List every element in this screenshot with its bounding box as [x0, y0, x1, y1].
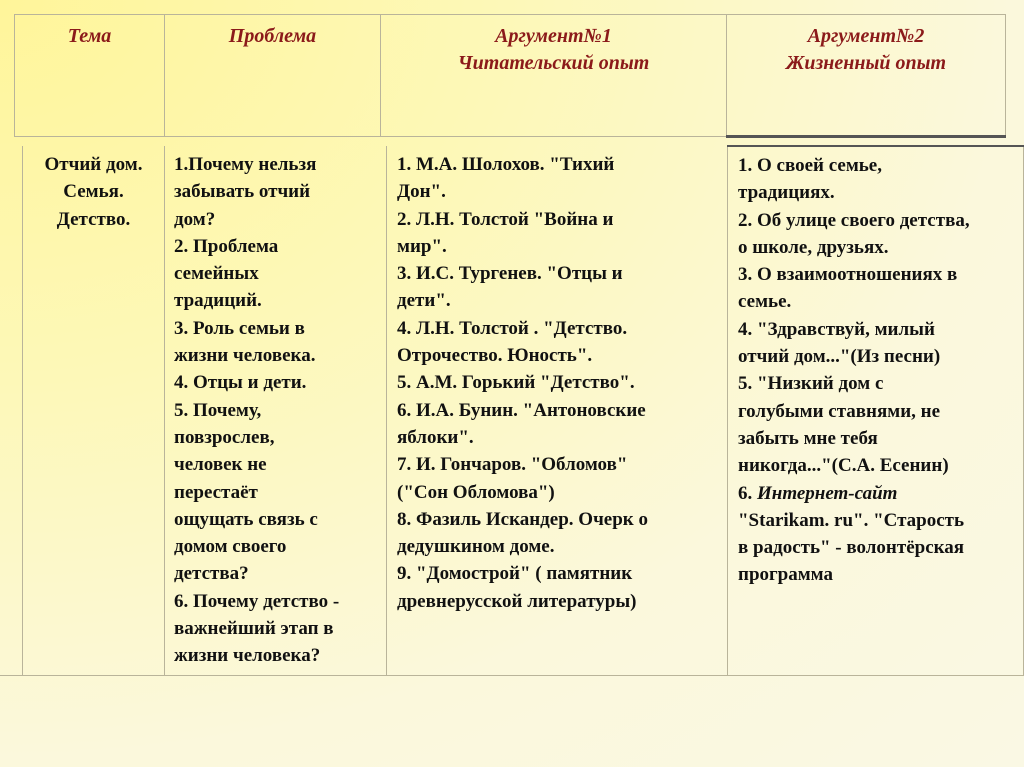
item6-number: 6. [738, 482, 757, 504]
tema-line: Семья. [63, 181, 124, 203]
argument1-line: дедушкином доме. [397, 536, 555, 558]
header-argument1 [381, 15, 727, 137]
tema-line: Детство. [56, 208, 131, 230]
table-row [23, 146, 1024, 676]
argument1-line: 4. Л.Н. Толстой . "Детство. [397, 317, 628, 339]
problema-line: 3. Роль семьи в [174, 317, 305, 339]
problema-line: повзрослев, [174, 426, 275, 448]
problema-line: традиций. [174, 290, 262, 312]
argument1-line: 8. Фазиль Искандер. Очерк о [397, 508, 648, 530]
problema-line: ощущать связь с [174, 508, 318, 530]
problema-line: 1.Почему нельзя [174, 154, 317, 175]
problema-line: человек не [174, 454, 267, 476]
argument2-line: 2. Об улице своего детства, [738, 209, 970, 231]
argument2-line: в радость" - волонтёрская [738, 537, 965, 559]
item6-italic: Интернет-сайт [757, 482, 898, 504]
argument2-line: голубыми ставнями, не [738, 400, 941, 422]
argument2-line: 5. "Низкий дом с [738, 373, 884, 395]
problema-line: семейных [174, 263, 259, 285]
header-argument2-title: Аргумент№2 [807, 25, 925, 47]
argument2-line: "Starikam. ru". "Старость [738, 509, 965, 531]
argument2-line: отчий дом..."(Из песни) [738, 346, 941, 368]
argument1-line: 1. М.А. Шолохов. "Тихий [397, 154, 615, 175]
problema-line: жизни человека. [174, 345, 316, 367]
argument2-line: забыть мне тебя [738, 427, 878, 449]
argument1-line: Отрочество. Юность". [397, 345, 593, 367]
header-argument2-subtitle: Жизненный опыт [785, 52, 947, 74]
argument1-line: яблоки". [397, 426, 474, 448]
header-argument2 [727, 15, 1006, 137]
header-tema [15, 15, 165, 137]
argument1-line: Дон". [397, 181, 446, 203]
argument2-line: 1. О своей семье, [738, 155, 882, 176]
argument1-line: 5. А.М. Горький "Детство". [397, 372, 635, 394]
argument1-line: 7. И. Гончаров. "Обломов" [397, 454, 628, 476]
argument2-line: семье. [738, 291, 792, 313]
argument1-line: 9. "Домострой" ( памятник [397, 563, 633, 585]
argument1-line: 3. И.С. Тургенев. "Отцы и [397, 263, 623, 285]
argument2-line: программа [738, 564, 833, 586]
argument1-line: дети". [397, 290, 451, 312]
argument1-line: 2. Л.Н. Толстой "Война и [397, 208, 614, 230]
argument2-line: 3. О взаимоотношениях в [738, 264, 958, 286]
header-argument1-subtitle: Читательский опыт [457, 52, 650, 74]
problema-line: 5. Почему, [174, 399, 262, 421]
argument2-line-item6 [738, 480, 1019, 507]
header-problema [165, 15, 381, 137]
problema-line: детства? [174, 563, 249, 585]
argument1-line: 6. И.А. Бунин. "Антоновские [397, 399, 646, 421]
argument2-line: никогда..."(С.А. Есенин) [738, 455, 949, 477]
argument1-line: древнерусской литературы) [397, 590, 637, 612]
header-argument1-title: Аргумент№1 [495, 25, 612, 47]
problema-line: 4. Отцы и дети. [174, 372, 307, 394]
argument2-line: традициях. [738, 182, 835, 204]
cell-problema [165, 146, 387, 676]
cell-argument2 [728, 146, 1024, 676]
header-tema-text: Тема [67, 25, 112, 47]
problema-line: перестаёт [174, 481, 258, 503]
problema-line: жизни человека? [174, 645, 321, 667]
cell-argument1 [387, 146, 728, 676]
header-table [14, 14, 1006, 138]
bottom-rule [0, 675, 1024, 676]
problema-line: 6. Почему детство - [174, 590, 340, 612]
argument1-line: ("Сон Обломова") [397, 481, 555, 503]
header-problema-text: Проблема [228, 25, 317, 47]
problema-line: 2. Проблема [174, 235, 279, 257]
argument2-line: о школе, друзьях. [738, 236, 889, 258]
content-table [22, 145, 1024, 676]
problema-line: домом своего [174, 536, 287, 558]
argument1-line: мир". [397, 235, 447, 257]
problema-line: дом? [174, 208, 216, 230]
argument2-line: 4. "Здравствуй, милый [738, 318, 935, 340]
cell-tema [23, 146, 165, 676]
problema-line: забывать отчий [174, 181, 311, 203]
problema-line: важнейший этап в [174, 618, 334, 640]
tema-line: Отчий дом. [44, 154, 143, 175]
